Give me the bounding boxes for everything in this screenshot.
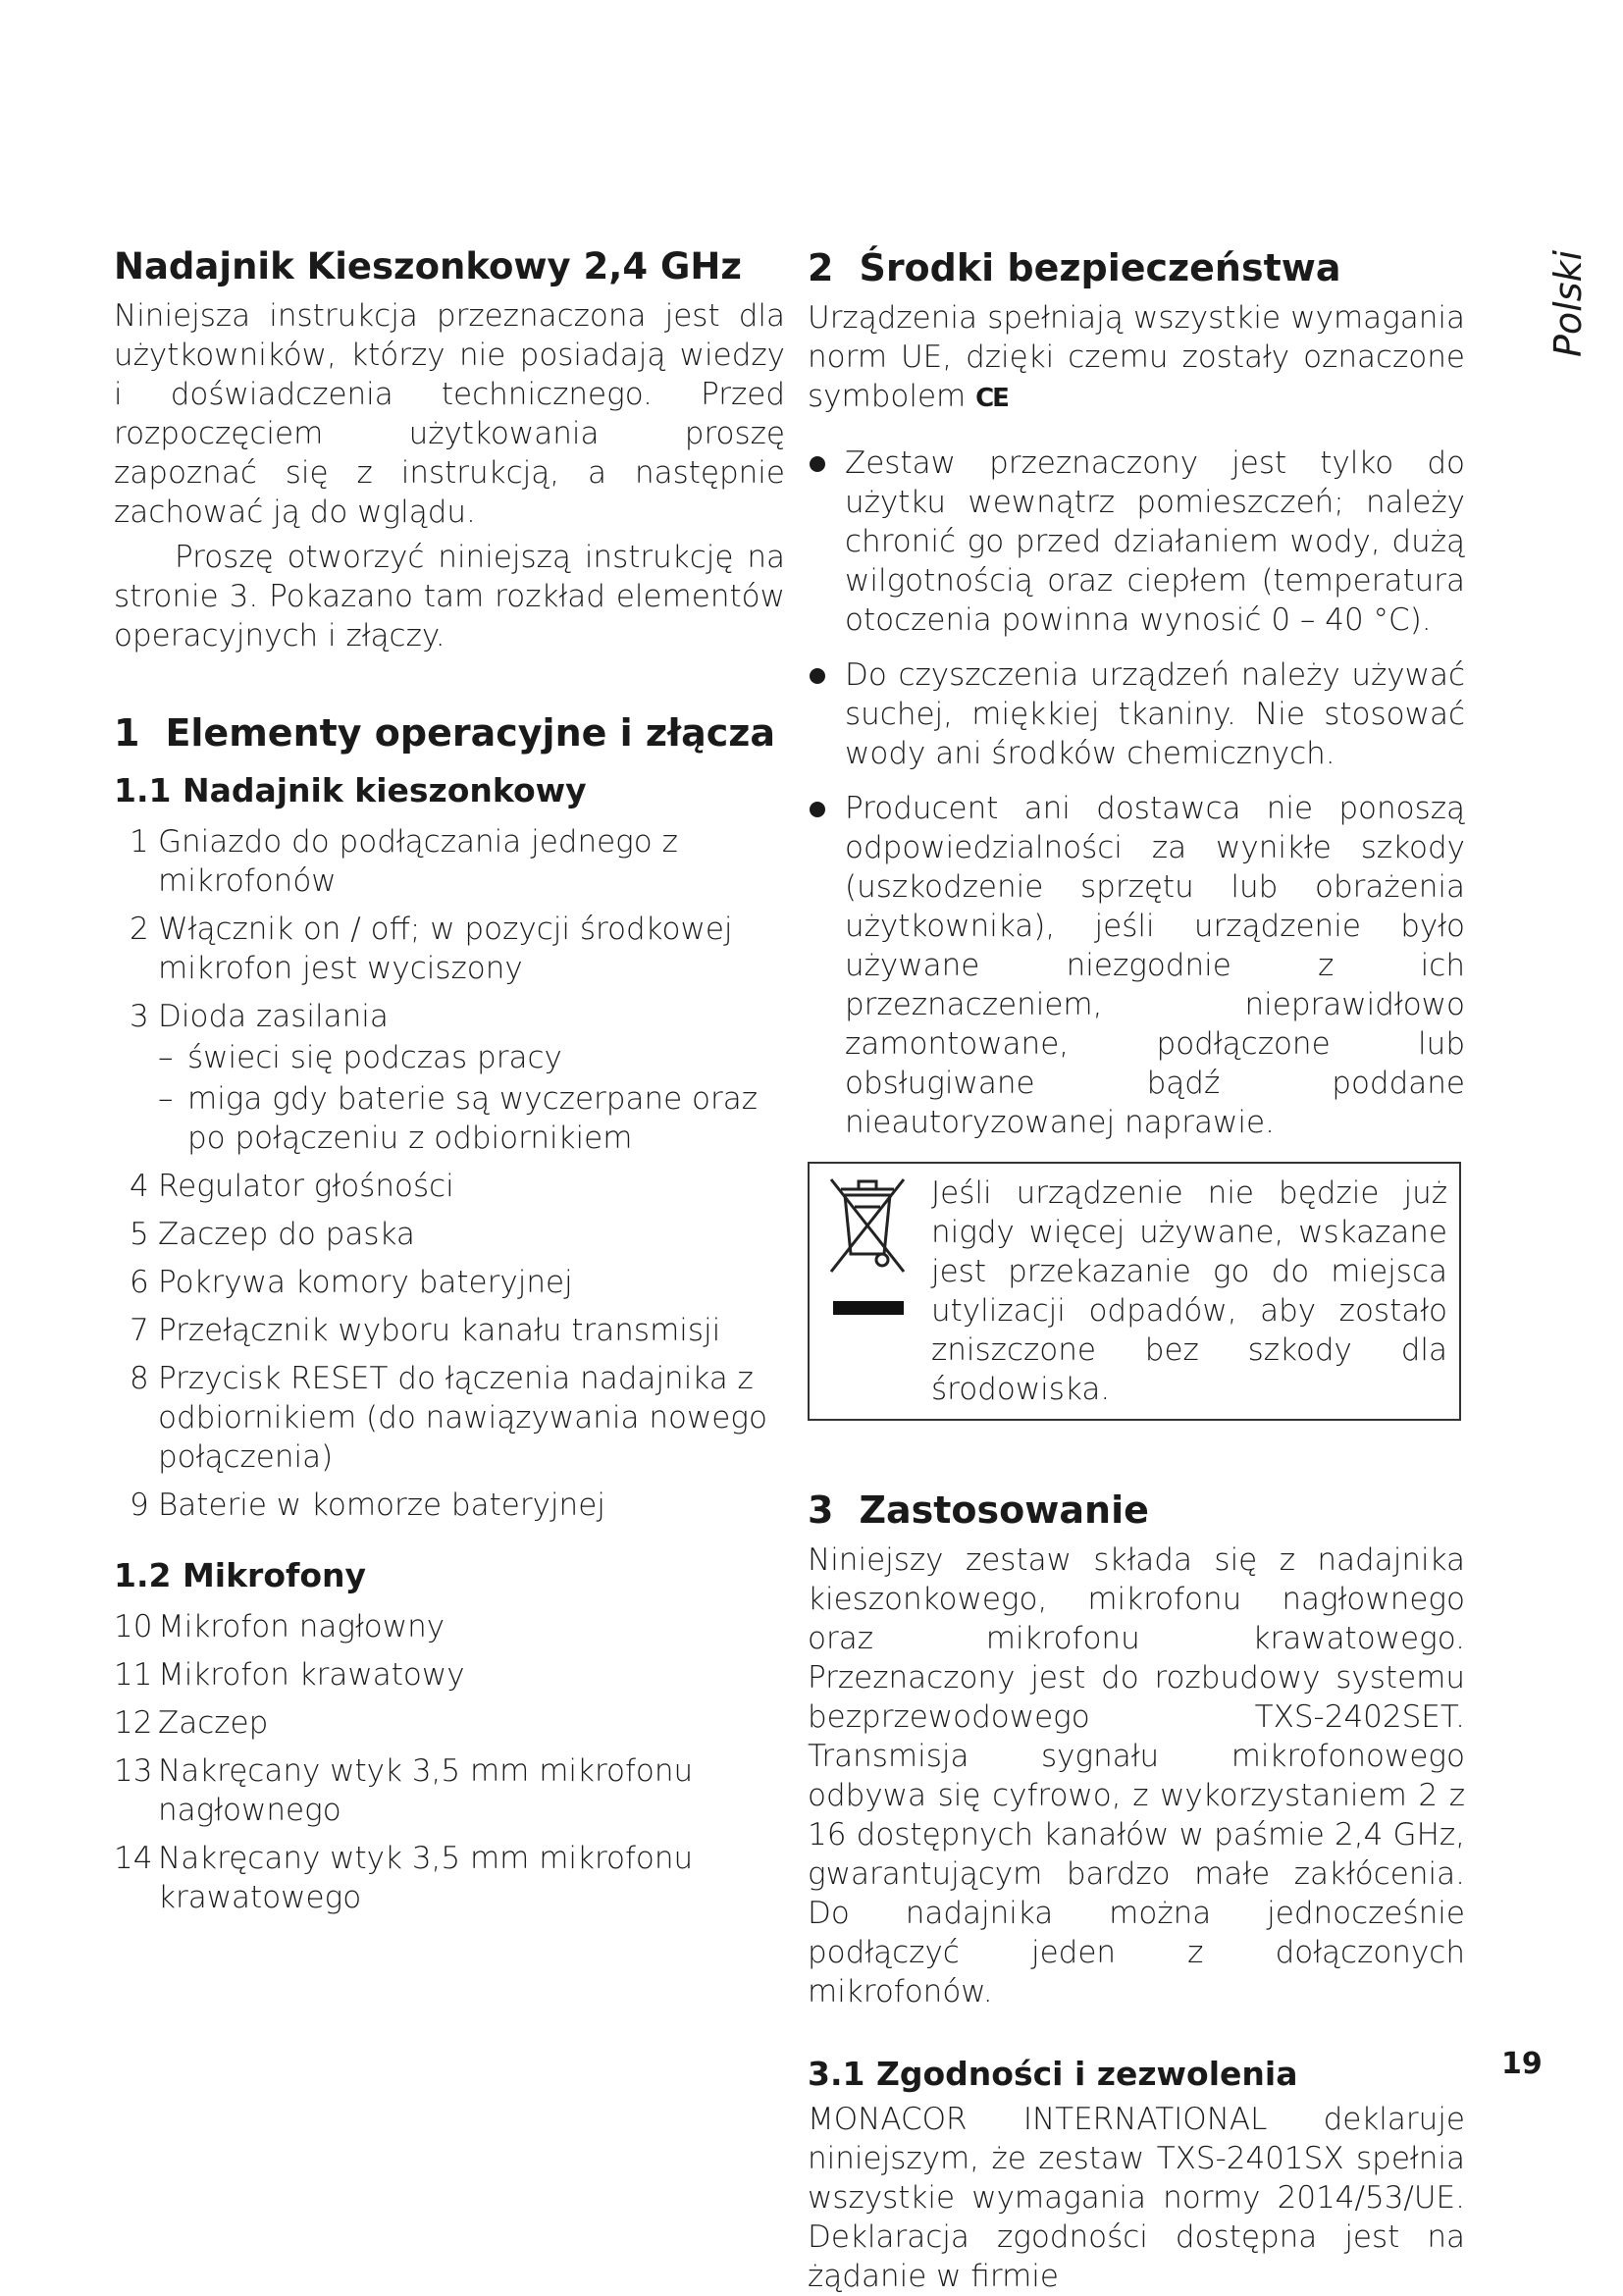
section-title: Zastosowanie [859, 1488, 1149, 1532]
disposal-notice-box [808, 1162, 1461, 1421]
section-number: 1 [114, 711, 140, 755]
weee-symbol-icon [821, 1174, 912, 1340]
list-item: 12 Zaczep [114, 1705, 269, 1741]
section-3-heading [808, 1486, 1465, 1535]
right-column [808, 243, 1465, 2296]
list-item: 4 Regulator głośności [130, 1169, 454, 1204]
language-label: Polski [1546, 249, 1590, 357]
sub-list-item: – miga gdy baterie są wyczerpane oraz po połączeniu z odbiornikiem [158, 1079, 785, 1158]
list-item: 3 Dioda zasilania – świeci się podczas pracy – miga gdy baterie są wyczerpane oraz po połączeniu z odbiornikiem [114, 997, 785, 1158]
transmitter-parts-list [114, 822, 785, 1525]
list-item: 5 Zaczep do paska [130, 1217, 415, 1252]
subsection-1-2-heading: 1.2 Mikrofony [114, 1556, 367, 1594]
safety-bullets [808, 444, 1465, 1142]
bullet-icon [810, 802, 825, 817]
bullet-item: Do czyszczenia urządzeń należy używać suchej, miękkiej tkaniny. Nie stosować wody ani środków chemicznych. [808, 655, 1465, 773]
list-item: 13 Nakręcany wtyk 3,5 mm mikrofonu nagłownego [114, 1753, 694, 1828]
list-item: 10 Mikrofon nagłowny [114, 1609, 445, 1644]
left-column [114, 243, 785, 1926]
ce-mark-icon: CE [975, 384, 1008, 413]
section-number: 2 [808, 246, 834, 289]
subsection-1-1-heading: 1.1 Nadajnik kieszonkowy [114, 771, 587, 809]
disposal-notice-text: Jeśli urządzenie nie będzie już nigdy więcej używane, wskazane jest przekazanie go do miejsca utylizacji odpadów, aby zostało zniszczone bez szkody dla środowiska. [931, 1175, 1447, 1407]
section-number: 3 [808, 1488, 834, 1532]
page-number: 19 [1501, 2047, 1543, 2081]
list-item: 6 Pokrywa komory bateryjnej [130, 1265, 573, 1300]
list-item: 8 Przycisk RESET do łączenia nadajnika z odbiornikiem (do nawiązywania nowego połączenia) [130, 1361, 767, 1475]
section-title: Elementy operacyjne i złącza [165, 711, 776, 755]
section-1-heading [114, 708, 785, 757]
crossed-out-wheelie-bin-icon [821, 1174, 912, 1409]
subsection-3-1-heading: 3.1 Zgodności i zezwolenia [808, 2055, 1298, 2093]
bullet-item: Zestaw przeznaczony jest tylko do użytku wewnątrz pomieszczeń; należy chronić go przed działaniem wody, dużą wilgotnością oraz ciepłem (temperatura otoczenia powinna wynosić 0 – 40 °C). [808, 444, 1465, 640]
safety-intro: Urządzenia spełniają wszystkie wymagania norm UE, dzięki czemu zostały oznaczone symbolem CE [808, 300, 1465, 414]
list-item: 11 Mikrofon krawatowy [114, 1657, 465, 1693]
sub-list [158, 1038, 785, 1158]
intro-title: Nadajnik Kieszonkowy 2,4 GHz [114, 245, 742, 287]
intro-paragraph: Niniejsza instrukcja przeznaczona jest dla użytkowników, którzy nie posiadają wiedzy i doświadczenia technicznego. Przed rozpoczęciem użytkowania proszę zapoznać się z instrukcją, a następnie zachować ją do wglądu. [114, 298, 785, 530]
conformity-text: MONACOR INTERNATIONAL deklaruje niniejszym, że zestaw TXS-2401SX spełnia wszystkie wymagania normy 2014/53/UE. Deklaracja zgodności dostępna jest na żądanie w firmie [808, 2102, 1465, 2294]
intro-paragraph-2: Proszę otworzyć niniejszą instrukcję na stronie 3. Pokazano tam rozkład elementów operacyjnych i złączy. [114, 540, 785, 653]
language-tab [1509, 235, 1590, 383]
list-item: 1 Gniazdo do podłączania jednego z mikrofonów [130, 824, 678, 899]
microphones-list [114, 1607, 785, 1917]
bullet-icon [810, 668, 825, 684]
list-item: 14 Nakręcany wtyk 3,5 mm mikrofonu krawatowego [114, 1841, 694, 1915]
bullet-icon [810, 456, 825, 472]
sub-list-item: – świeci się podczas pracy [158, 1038, 785, 1077]
list-item: 9 Baterie w komorze bateryjnej [130, 1487, 605, 1523]
section-title: Środki bezpieczeństwa [859, 246, 1341, 289]
application-text: Niniejszy zestaw składa się z nadajnika kieszonkowego, mikrofonu nagłownego oraz mikrofonu krawatowego. Przeznaczony jest do rozbudowy systemu bezprzewodowego TXS-2402SET. Transmisja sygnału mikrofonowego odbywa się cyfrowo, z wykorzystaniem 2 z 16 dostępnych kanałów w paśmie 2,4 GHz, gwarantującym bardzo małe zakłócenia. Do nadajnika można jednocześnie podłączyć jeden z dołączonych mikrofonów. [808, 1542, 1465, 2009]
bullet-item: Producent ani dostawca nie ponoszą odpowiedzialności za wynikłe szkody (uszkodzenie sprzętu lub obrażenia użytkownika), jeśli urządzenie było używane niezgodnie z ich przeznaczeniem, nieprawidłowo zamontowane, podłączone lub obsługiwane bądź poddane nieautoryzowanej naprawie. [808, 789, 1465, 1142]
section-2-heading [808, 243, 1465, 292]
list-item: 7 Przełącznik wyboru kanału transmisji [130, 1313, 721, 1348]
list-item: 2 Włącznik on / off; w pozycji środkowej mikrofon jest wyciszony [130, 912, 733, 986]
